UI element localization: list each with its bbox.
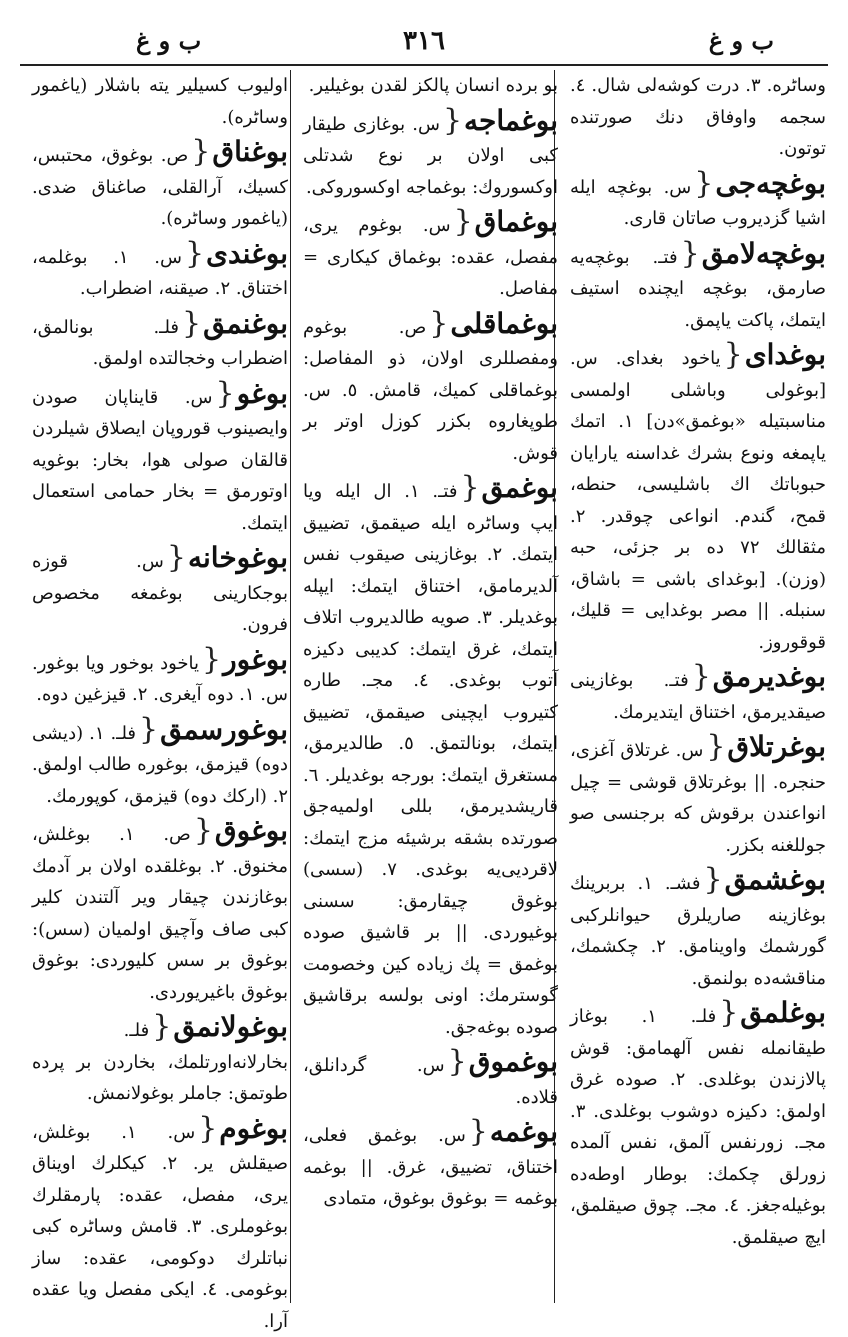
dictionary-entry bbox=[32, 713, 288, 813]
brace-mark: { bbox=[694, 166, 713, 201]
entry-headword: بوغورسمق bbox=[160, 713, 288, 746]
dictionary-entry bbox=[570, 167, 826, 235]
dictionary-entry bbox=[303, 471, 558, 1043]
brace-mark: { bbox=[185, 236, 204, 271]
running-head-left: ب و غ bbox=[136, 26, 201, 55]
entry-headword: بوغماق bbox=[475, 205, 558, 238]
entry-definition: ص. ١. بوغلش، مخنوق. ٢. بوغلقده اولان بر آدمك بوغازندن چیقار ویر آلتندن کلیر کبی صاف وآچیق اولمیان (سس): بوغوق بر سس کلیوردی: بوغوق بوغوق باغیریوردی. bbox=[32, 824, 288, 1003]
brace-mark: { bbox=[703, 862, 722, 897]
dictionary-entry bbox=[303, 205, 558, 305]
dictionary-entry bbox=[303, 70, 558, 102]
entry-definition: فلـ. ١. (دیشی دوه) قیزمق، بوغوره طالب اولمق. ٢. (ارکك دوه) قیزمق، کوپورمك. bbox=[32, 723, 288, 807]
entry-headword: بوغوق bbox=[215, 814, 288, 847]
dictionary-entry bbox=[32, 70, 288, 133]
page-header bbox=[20, 20, 828, 64]
dictionary-entry bbox=[303, 307, 558, 470]
entry-definition: ص. بوغوق، محتبس، کسیك، آرالقلی، صاغناق ضدی. (یاغمور وساڻره). bbox=[32, 145, 288, 229]
dictionary-entry bbox=[303, 104, 558, 204]
entry-definition: س. بوغچه ایله اشیا گزدیروب صاتان قاری. bbox=[570, 177, 826, 230]
entry-headword: بوغمه bbox=[490, 1115, 558, 1148]
entry-definition: بو برده انسان پالکز لقدن بوغیلیر. bbox=[309, 75, 558, 96]
entry-headword: بوغور bbox=[223, 643, 288, 676]
brace-mark: { bbox=[706, 729, 725, 764]
entry-headword: بوغو bbox=[237, 377, 288, 410]
brace-mark: { bbox=[454, 204, 473, 239]
column-right bbox=[570, 70, 826, 1301]
entry-headword: بوغرتلاق bbox=[727, 730, 826, 763]
entry-headword: بوغدیرمق bbox=[713, 660, 826, 693]
entry-headword: بوغماقلی bbox=[450, 307, 558, 340]
brace-mark: { bbox=[191, 134, 210, 169]
dictionary-entry bbox=[570, 863, 826, 994]
entry-headword: بوغولانمق bbox=[173, 1010, 288, 1043]
entry-definition: فتـ. بوغازینی صیقدیرمق، اختناق ایتدیرمك. bbox=[570, 670, 826, 723]
entry-definition: س. ١. بوغلش، صیقلش یر. ٢. کیکلرك اویناق یری، مفصل، عقده: پارمقلرك بوغوملری. ٣. قامش وساڻره کبی نباتلرك دوکومی، عقده: ساز بوغومی. ٤. ایکی مفصل ویا عقده آرا. bbox=[32, 1122, 288, 1332]
dictionary-entry bbox=[32, 1010, 288, 1110]
running-head-right: ب و غ bbox=[709, 26, 774, 55]
brace-mark: { bbox=[719, 995, 738, 1030]
entry-definition: فتـ. بوغچه‌یه صارمق، بوغچه ایچنده استیف ایتمك، پاکت یاپمق. bbox=[570, 247, 826, 331]
dictionary-entry bbox=[32, 814, 288, 1008]
dictionary-entry bbox=[570, 730, 826, 861]
column-middle bbox=[303, 70, 558, 1301]
column-left bbox=[32, 70, 288, 1301]
dictionary-entry bbox=[570, 70, 826, 165]
entry-definition: س. بوغمق فعلی، اختناق، تضییق، غرق. || بوغمه بوغمه = بوغوق بوغوق، متمادی bbox=[303, 1125, 558, 1209]
entry-headword: بوغوم bbox=[219, 1112, 288, 1145]
brace-mark: { bbox=[692, 659, 711, 694]
dictionary-entry bbox=[570, 996, 826, 1253]
entry-headword: بوغنمق bbox=[203, 307, 288, 340]
dictionary-entry bbox=[570, 660, 826, 728]
brace-mark: { bbox=[194, 813, 213, 848]
entry-definition: یاخود بغدای. س. [بوغولی وباشلی اولمسی مناسبتیله «بوغمق»دن] ١. اتمك یاپمغه ونوع بشرك غداسنه یارایان حبوباتك اك باشلیسی، حنطه، قمح، گندم. انواعی چوقدر. ٢. مثقالك ٧٢ ده بر جزئی، حبه (وزن). [بوغدای باشی = باشاق، سنبله. || مصر بوغدایی = قلیك، قوقوروز. bbox=[570, 348, 826, 653]
dictionary-entry bbox=[32, 377, 288, 540]
entry-definition: س. ١. بوغلمه، اختناق. ٢. صیقنه، اضطراب. bbox=[32, 247, 288, 300]
entry-definition: فلـ. ١. بوغاز طیقانمله نفس آلهمامق: قوش پالازندن بوغلدی. ٢. صوده غرق اولمق: دکیزه دوشوب بوغلدی. ٣. مجـ. زورنفس آلمق، نفس آلمده زورلق چکمك: بوطار اوطه‌ده بوغیله‌جغز. ٤. مجـ. چوق صیقلمق، ایچ صیقلمق. bbox=[570, 1006, 826, 1248]
entry-headword: بوغلمق bbox=[740, 996, 826, 1029]
header-rule bbox=[20, 64, 828, 66]
dictionary-entry bbox=[32, 307, 288, 375]
brace-mark: { bbox=[167, 540, 186, 575]
entry-headword: بوغناق bbox=[212, 135, 288, 168]
entry-headword: بوغندی bbox=[206, 237, 288, 270]
dictionary-entry bbox=[32, 541, 288, 641]
brace-mark: { bbox=[202, 642, 221, 677]
brace-mark: { bbox=[469, 1114, 488, 1149]
dictionary-entry bbox=[303, 1115, 558, 1215]
entry-headword: بوغموق bbox=[469, 1045, 558, 1078]
dictionary-entry bbox=[32, 643, 288, 711]
entry-headword: بوغوخانه bbox=[188, 541, 288, 574]
brace-mark: { bbox=[443, 103, 462, 138]
entry-headword: بوغمق bbox=[482, 471, 558, 504]
brace-mark: { bbox=[182, 306, 201, 341]
dictionary-entry bbox=[570, 338, 826, 658]
column-divider bbox=[290, 70, 291, 1303]
dictionary-entry bbox=[570, 237, 826, 337]
entry-headword: بوغماجه bbox=[464, 104, 558, 137]
brace-mark: { bbox=[216, 376, 235, 411]
brace-mark: { bbox=[460, 470, 479, 505]
brace-mark: { bbox=[429, 306, 448, 341]
dictionary-entry bbox=[32, 1112, 288, 1337]
entry-definition: س. قوزه بوجکارینی بوغمغه مخصوص فرون. bbox=[32, 551, 288, 635]
entry-definition: س. قایناپان صودن وایصینوب قوروپان ایصلاق شیلردن قالقان صولی هوا، بخار: بوغویه اوتورمق = بخار حمامی استعمال ایتمك. bbox=[32, 387, 288, 534]
entry-definition: فلـ. بخارلانه‌اورتلمك، بخاردن بر پرده طوتمق: جاملر بوغولانمش. bbox=[32, 1020, 288, 1104]
entry-definition: فلـ. بونالمق، اضطراب وخجالتده اولمق. bbox=[32, 317, 288, 370]
page-number: ٣١٦ bbox=[20, 26, 828, 56]
entry-definition: فشـ. ١. بربرینك بوغازینه صاریلرق حیوانلرکبی گورشمك واوینامق. ٢. چکشمك، مناقشه‌ده بولنمق. bbox=[570, 873, 826, 989]
entry-definition: ص. بوغوم ومفصللری اولان، ذو المفاصل: بوغماقلی کمیك، قامش. ٥. س. طوپغاروه بکزر کوزل اوتر بر قوش. bbox=[303, 317, 558, 464]
entry-definition: اولیوب کسیلیر یته باشلار (یاغمور وساڻره). bbox=[32, 75, 288, 128]
brace-mark: { bbox=[724, 337, 743, 372]
brace-mark: { bbox=[152, 1009, 171, 1044]
dictionary-entry bbox=[32, 135, 288, 235]
entry-definition: س. غرتلاق آغزی، حنجره. || بوغرتلاق قوشی = چیل انواعندن برقوش که برجنسی صو جوللغنه بکزر. bbox=[570, 740, 826, 856]
dictionary-entry bbox=[303, 1045, 558, 1113]
entry-definition: فتـ. ١. ال ایله ویا ایپ وساڻره ایله صیقمق، تضییق ایتمك. ٢. بوغازینی صیقوب نفس آلدیرمامق، اختناق ایتمك: ایپله بوغدیلر. ٣. صویه طالدیروب اتلاف ایتمك، غرق ایتمك: کدیبی دکیزه آتوب بوغدی. ٤. مجـ. طاره کتیروب ایچینی صیقمق، تضییق ایتمك، بونالتمق. ٥. طالدیرمق، مستغرق ایتمك: بورجه بوغدیلر. ٦. قاریشدیرمق، بللی اولمیه‌جق صورتده بشقه برشیئه مزج ایتمك: لاقردیی‌یه بوغدی. ٧. (سسی) بوغوق چیقارمق: سسنی بوغیوردی. || بر قاشیق صوده بوغمق = پك زیاده کین وخصومت گوسترمك: اونی بولسه برقاشیق صوده بوغه‌جق. bbox=[303, 481, 558, 1038]
brace-mark: { bbox=[198, 1111, 217, 1146]
dictionary-entry bbox=[32, 237, 288, 305]
entry-definition: س. گردانلق، قلاده. bbox=[303, 1055, 558, 1108]
entry-definition: وساڻره. ٣. درت کوشه‌لی شال. ٤. سجمه واوفاق دنك صورتنده توتون. bbox=[570, 75, 826, 159]
entry-definition: یاخود بوخور ویا بوغور. س. ١. دوه آیغری. ٢. قیزغین دوه. bbox=[32, 653, 288, 706]
brace-mark: { bbox=[681, 236, 700, 271]
brace-mark: { bbox=[448, 1044, 467, 1079]
entry-definition: س. بوغازی طیقار کبی اولان بر نوع شدتلی اوکسوروك: بوغماجه اوکسوروکی. bbox=[303, 114, 558, 198]
brace-mark: { bbox=[139, 712, 158, 747]
entry-headword: بوغچه‌جی bbox=[715, 167, 826, 200]
entry-definition: س. بوغوم یری، مفصل، عقده: بوغماق کیکاری = مفاصل. bbox=[303, 215, 558, 299]
entry-headword: بوغشمق bbox=[725, 863, 826, 896]
entry-headword: بوغدای bbox=[745, 338, 826, 371]
entry-headword: بوغچه‌لامق bbox=[702, 237, 826, 270]
